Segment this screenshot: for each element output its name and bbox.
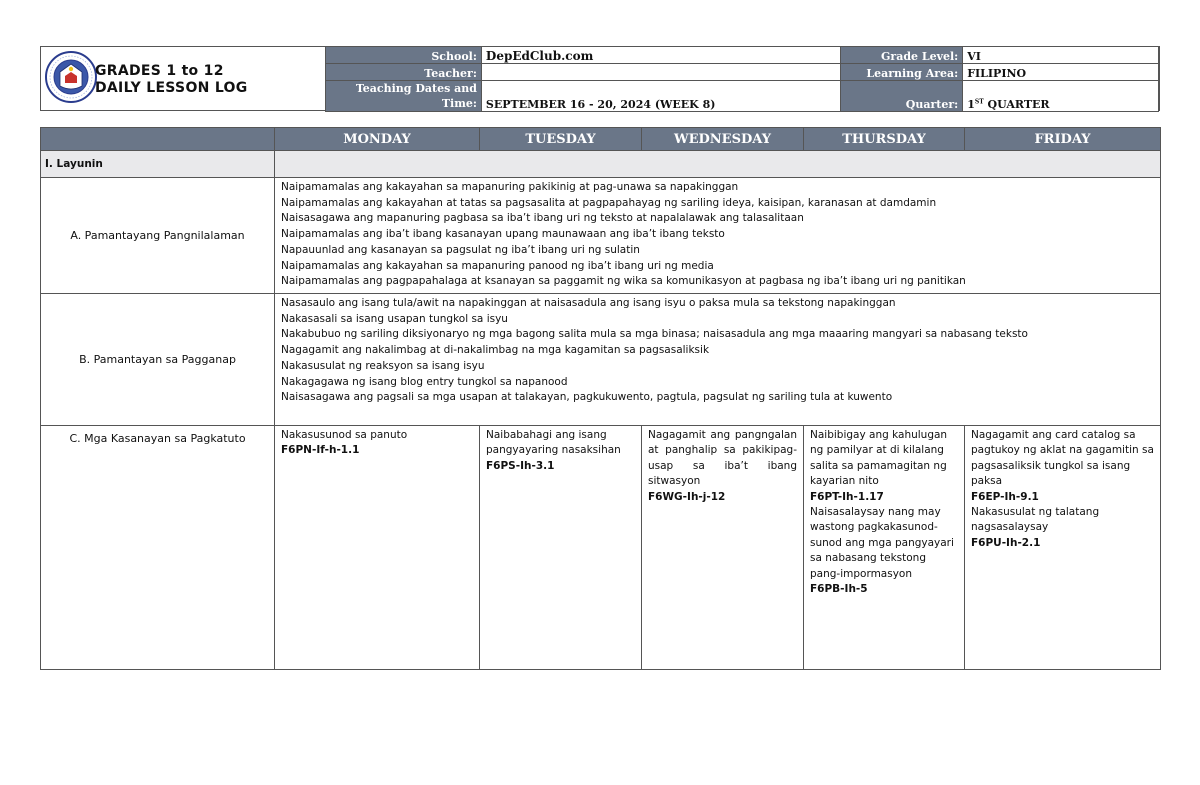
- header-info-table: [325, 46, 1159, 112]
- competency-text: Nakasusunod sa panuto: [281, 429, 408, 441]
- kasanayan-tuesday: [480, 426, 642, 670]
- row-label-kasanayan-sa-pagkatuto: C. Mga Kasanayan sa Pagkatuto: [41, 426, 275, 670]
- school-label: School:: [326, 47, 482, 64]
- header-block: [40, 46, 1160, 111]
- day-wednesday: WEDNESDAY: [642, 128, 804, 151]
- quarter-value: [963, 81, 1159, 112]
- content-line: Napauunlad ang kasanayan sa pagsulat ng iba’t ibang uri ng sulatin: [281, 243, 640, 256]
- title-daily-lesson-log: DAILY LESSON LOG: [95, 80, 248, 96]
- grade-level-label: Grade Level:: [841, 47, 963, 64]
- content-line: Nakagagawa ng isang blog entry tungkol sa napanood: [281, 375, 568, 388]
- content-line: Nagagamit ang nakalimbag at di-nakalimbag na mga kagamitan sa pagsasaliksik: [281, 344, 710, 357]
- title-grades: GRADES 1 to 12: [95, 63, 224, 79]
- competency-code: F6PB-Ih-5: [810, 583, 868, 596]
- content-line: Nakasasali sa isang usapan tungkol sa isyu: [281, 312, 508, 325]
- teacher-value: [481, 64, 841, 81]
- day-tuesday: TUESDAY: [480, 128, 642, 151]
- content-line: Naipamamalas ang kakayahan sa mapanuring panood ng iba’t ibang uri ng media: [281, 259, 714, 272]
- content-line: Naipamamalas ang pagpapahalaga at ksanayan sa paggamit ng wika sa komunikasyon at pagbasa ng iba’t ibang uri ng panitikan: [281, 275, 966, 288]
- deped-seal-icon: [44, 50, 98, 104]
- content-line: Naisasagawa ang mapanuring pagbasa sa iba’t ibang uri ng teksto at napalalawak ang talasalitaan: [281, 212, 804, 225]
- pamantayang-pangnilalaman-content: [275, 178, 1161, 294]
- lesson-log-table: [40, 127, 1161, 670]
- learning-area-value: FILIPINO: [963, 64, 1159, 81]
- learning-area-label: Learning Area:: [841, 64, 963, 81]
- kasanayan-thursday: [804, 426, 965, 670]
- competency-text: Nagagamit ang card catalog sa pagtukoy ng aklat na gagamitin sa pagsasaliksik tungkol sa isang paksa: [971, 429, 1154, 488]
- header-corner: [41, 128, 275, 151]
- kasanayan-monday: [275, 426, 480, 670]
- teaching-dates-label-line1: Teaching Dates and: [355, 82, 477, 95]
- competency-code: F6PU-Ih-2.1: [971, 536, 1041, 549]
- day-monday: MONDAY: [275, 128, 480, 151]
- content-line: Naipamamalas ang kakayahan sa mapanuring pakikinig at pag-unawa sa napakinggan: [281, 181, 739, 193]
- day-friday: FRIDAY: [965, 128, 1161, 151]
- competency-text: Naibabahagi ang isang pangyayaring nasaksihan: [486, 429, 621, 457]
- content-line: Nakabubuo ng sariling diksiyonaryo ng mga bagong salita mula sa mga binasa; naisasadula ang mga maaaring mangyari sa nabasang teksto: [281, 328, 1028, 341]
- content-line: Naipamamalas ang kakayahan at tatas sa pagsasalita at pagpapahayag ng sariling ideya, kaisipan, karanasan at damdamin: [281, 196, 937, 209]
- quarter-number: 1: [967, 98, 975, 111]
- teacher-label: Teacher:: [326, 64, 482, 81]
- grade-level-value: VI: [963, 47, 1159, 64]
- competency-code: F6WG-Ih-j-12: [648, 490, 726, 503]
- kasanayan-wednesday: [642, 426, 804, 670]
- kasanayan-friday: [965, 426, 1161, 670]
- competency-text: Naisasalaysay nang may wastong pagkakasunod-sunod ang mga pangyayari sa nabasang tekstong pang-impormasyon: [810, 506, 954, 580]
- content-line: Nakasusulat ng reaksyon sa isang isyu: [281, 359, 485, 372]
- content-line: Naisasagawa ang pagsali sa mga usapan at talakayan, pagkukuwento, pagtula, pagsulat ng sariling tula at kuwento: [281, 391, 893, 404]
- competency-text: Naibibigay ang kahulugan ng pamilyar at di kilalang salita sa pamamagitan ng kayarian nito: [810, 429, 948, 488]
- row-label-pamantayan-sa-pagganap: B. Pamantayan sa Pagganap: [41, 294, 275, 426]
- competency-text: Nagagamit ang pangngalan at panghalip sa pakikipag-usap sa iba’t ibang sitwasyon: [648, 429, 797, 488]
- day-thursday: THURSDAY: [804, 128, 965, 151]
- competency-text: Nakasusulat ng talatang nagsasalaysay: [971, 506, 1100, 534]
- section-layunin-fill: [275, 151, 1161, 178]
- competency-code: F6PT-Ih-1.17: [810, 490, 884, 503]
- teaching-dates-label-line2: Time:: [441, 97, 477, 110]
- content-line: Nasasaulo ang isang tula/awit na napakinggan at naisasadula ang isang isyu o paksa mula sa tekstong napakinggan: [281, 297, 896, 309]
- teaching-dates-value: SEPTEMBER 16 - 20, 2024 (WEEK 8): [481, 81, 841, 112]
- quarter-suffix: ST: [974, 98, 984, 106]
- quarter-label: Quarter:: [841, 81, 963, 112]
- row-label-pamantayang-pangnilalaman: A. Pamantayang Pangnilalaman: [41, 178, 275, 294]
- section-layunin: I. Layunin: [41, 151, 275, 178]
- content-line: Naipamamalas ang iba’t ibang kasanayan upang maunawaan ang iba’t ibang teksto: [281, 228, 725, 241]
- school-value: DepEdClub.com: [481, 47, 841, 64]
- competency-code: F6PN-If-h-1.1: [281, 444, 360, 457]
- quarter-word: QUARTER: [983, 98, 1050, 111]
- competency-code: F6PS-Ih-3.1: [486, 459, 555, 472]
- competency-code: F6EP-Ih-9.1: [971, 490, 1039, 503]
- teaching-dates-label: [326, 81, 482, 112]
- pamantayan-sa-pagganap-content: [275, 294, 1161, 426]
